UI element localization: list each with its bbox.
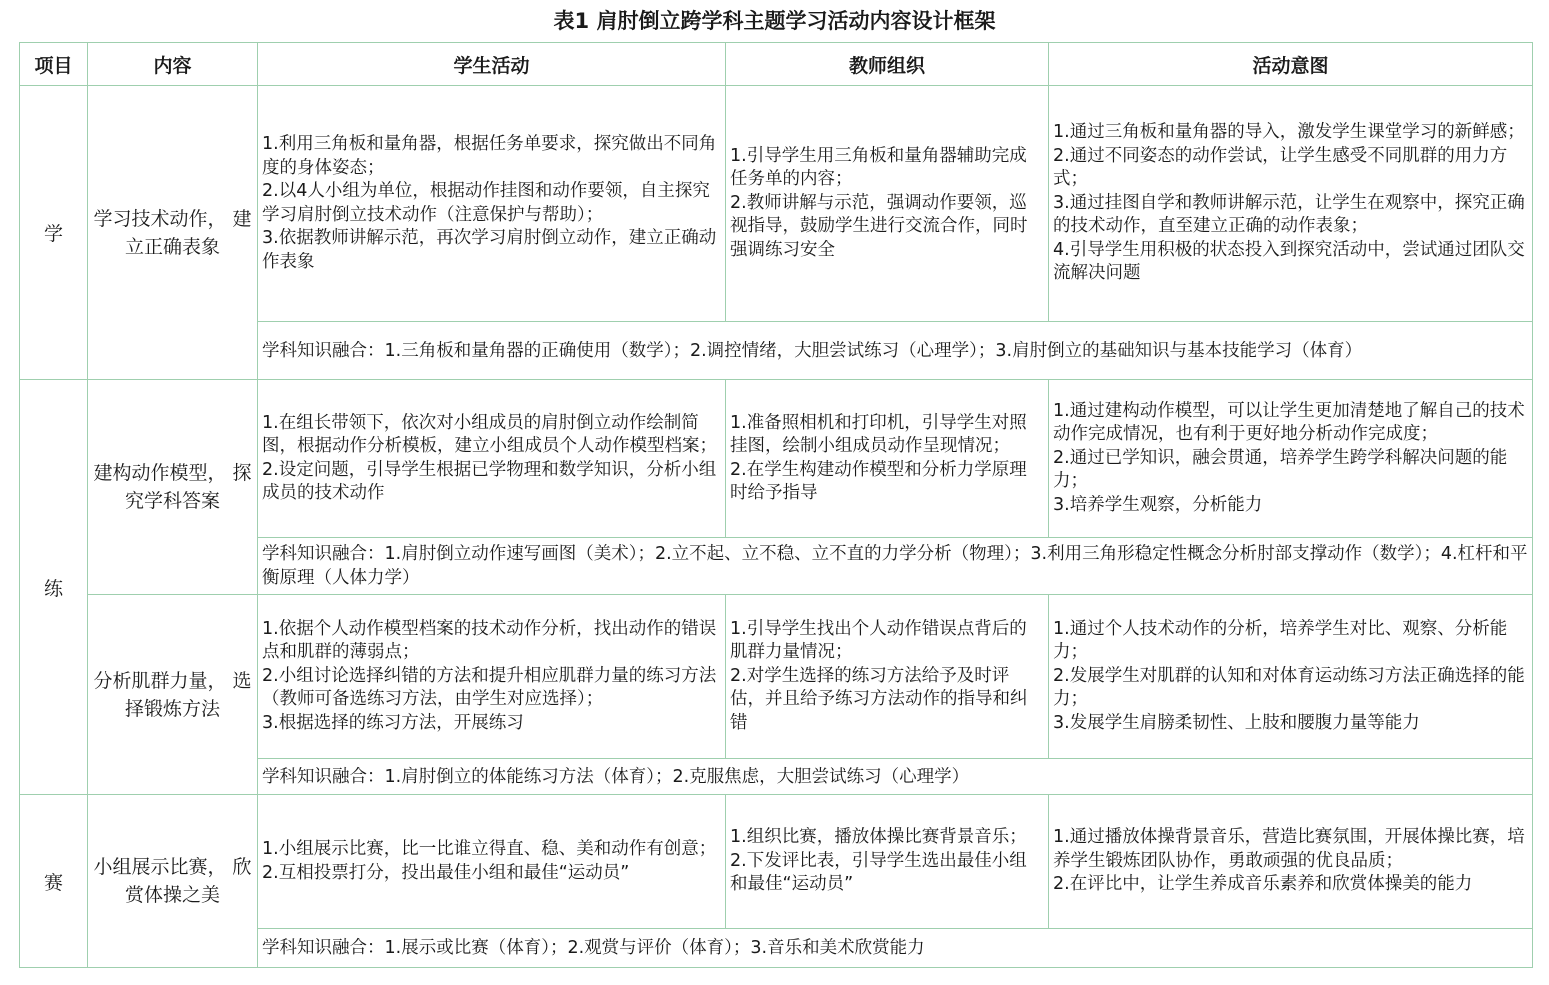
header-row <box>20 43 1533 86</box>
table-row <box>20 595 1533 759</box>
activity-intent-cell: 1.通过个人技术动作的分析，培养学生对比、观察、分析能力； 2.发展学生对肌群的认知和对体育运动练习方法正确选择的能力； 3.发展学生肩膀柔韧性、上肢和腰腹力量等能力 <box>1049 595 1533 759</box>
table-row <box>20 795 1533 929</box>
table-row <box>20 380 1533 538</box>
header-activity-intent: 活动意图 <box>1049 43 1533 86</box>
teacher-organization-cell: 1.引导学生用三角板和量角器辅助完成任务单的内容； 2.教师讲解与示范，强调动作要领，巡视指导，鼓励学生进行交流合作，同时强调练习安全 <box>726 86 1049 322</box>
subject-fusion-cell: 学科知识融合：1.展示或比赛（体育）；2.观赏与评价（体育）；3.音乐和美术欣赏能力 <box>258 929 1533 968</box>
student-activity-cell: 1.依据个人动作模型档案的技术动作分析，找出动作的错误点和肌群的薄弱点； 2.小组讨论选择纠错的方法和提升相应肌群力量的练习方法（教师可备选练习方法，由学生对应选择）； 3.根据选择的练习方法，开展练习 <box>258 595 726 759</box>
subject-fusion-cell: 学科知识融合：1.肩肘倒立的体能练习方法（体育）；2.克服焦虑，大胆尝试练习（心理学） <box>258 759 1533 795</box>
header-teacher-organization: 教师组织 <box>726 43 1049 86</box>
student-activity-cell: 1.小组展示比赛，比一比谁立得直、稳、美和动作有创意； 2.互相投票打分，投出最佳小组和最佳“运动员” <box>258 795 726 929</box>
project-cell-learn: 学 <box>20 86 88 380</box>
table-title: 表1 肩肘倒立跨学科主题学习活动内容设计框架 <box>553 9 996 33</box>
student-activity-cell: 1.在组长带领下，依次对小组成员的肩肘倒立动作绘制简图，根据动作分析模板，建立小组成员个人动作模型档案； 2.设定问题，引导学生根据已学物理和数学知识，分析小组成员的技术动作 <box>258 380 726 538</box>
content-cell: 学习技术动作， 建立正确表象 <box>88 86 258 380</box>
student-activity-cell: 1.利用三角板和量角器，根据任务单要求，探究做出不同角度的身体姿态； 2.以4人小组为单位，根据动作挂图和动作要领，自主探究学习肩肘倒立技术动作（注意保护与帮助）； 3.依据教师讲解示范，再次学习肩肘倒立动作，建立正确动作表象 <box>258 86 726 322</box>
content-cell: 建构动作模型， 探究学科答案 <box>88 380 258 595</box>
teacher-organization-cell: 1.准备照相机和打印机，引导学生对照挂图，绘制小组成员动作呈现情况； 2.在学生构建动作模型和分析力学原理时给予指导 <box>726 380 1049 538</box>
design-framework-table <box>19 42 1533 968</box>
content-cell: 分析肌群力量， 选择锻炼方法 <box>88 595 258 795</box>
teacher-organization-cell: 1.引导学生找出个人动作错误点背后的肌群力量情况； 2.对学生选择的练习方法给予及时评估，并且给予练习方法动作的指导和纠错 <box>726 595 1049 759</box>
header-project: 项目 <box>20 43 88 86</box>
content-cell: 小组展示比赛， 欣赏体操之美 <box>88 795 258 968</box>
activity-intent-cell: 1.通过播放体操背景音乐，营造比赛氛围，开展体操比赛，培养学生锻炼团队协作，勇敢顽强的优良品质； 2.在评比中，让学生养成音乐素养和欣赏体操美的能力 <box>1049 795 1533 929</box>
teacher-organization-cell: 1.组织比赛，播放体操比赛背景音乐； 2.下发评比表，引导学生选出最佳小组和最佳“运动员” <box>726 795 1049 929</box>
header-content: 内容 <box>88 43 258 86</box>
subject-fusion-cell: 学科知识融合：1.三角板和量角器的正确使用（数学）；2.调控情绪，大胆尝试练习（心理学）；3.肩肘倒立的基础知识与基本技能学习（体育） <box>258 322 1533 380</box>
project-cell-practice: 练 <box>20 380 88 795</box>
activity-intent-cell: 1.通过建构动作模型，可以让学生更加清楚地了解自己的技术动作完成情况，也有利于更好地分析动作完成度； 2.通过已学知识，融会贯通，培养学生跨学科解决问题的能力； 3.培养学生观察，分析能力 <box>1049 380 1533 538</box>
header-student-activity: 学生活动 <box>258 43 726 86</box>
activity-intent-cell: 1.通过三角板和量角器的导入，激发学生课堂学习的新鲜感； 2.通过不同姿态的动作尝试，让学生感受不同肌群的用力方式； 3.通过挂图自学和教师讲解示范，让学生在观察中，探究正确的技术动作，直至建立正确的动作表象； 4.引导学生用积极的状态投入到探究活动中，尝试通过团队交流解决问题 <box>1049 86 1533 322</box>
subject-fusion-cell: 学科知识融合：1.肩肘倒立动作速写画图（美术）；2.立不起、立不稳、立不直的力学分析（物理）；3.利用三角形稳定性概念分析肘部支撑动作（数学）；4.杠杆和平衡原理（人体力学） <box>258 538 1533 595</box>
table-row <box>20 86 1533 322</box>
project-cell-compete: 赛 <box>20 795 88 968</box>
